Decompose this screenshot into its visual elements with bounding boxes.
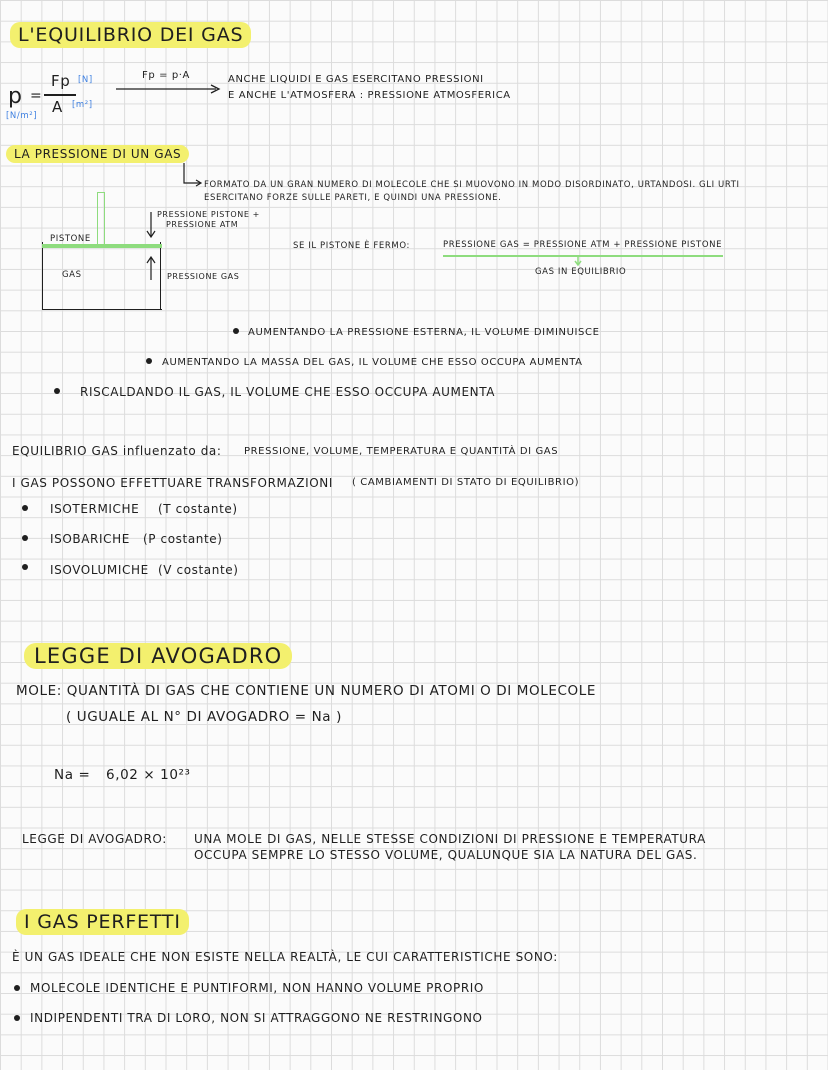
piston-condition: SE IL PISTONE È FERMO: xyxy=(293,241,410,251)
section-title-avogadro: LEGGE DI AVOGADRO xyxy=(24,643,292,669)
corner-arrow-icon xyxy=(180,163,204,187)
transform-note: ( CAMBIAMENTI DI STATO DI EQUILIBRIO) xyxy=(352,477,580,488)
formula-p: p xyxy=(8,84,23,109)
formula-equals: = xyxy=(30,88,43,104)
bullet-dot xyxy=(233,328,239,334)
molecule-text-2: ESERCITANO FORZE SULLE PARETI, E QUINDI UNA PRESSIONE. xyxy=(204,193,502,203)
law-text-1: UNA MOLE DI GAS, NELLE STESSE CONDIZIONI DI PRESSIONE E TEMPERATURA xyxy=(194,832,706,846)
green-down-arrow-icon xyxy=(573,256,583,266)
arrow-label: Fp = p·A xyxy=(142,70,191,81)
equation-underline xyxy=(443,255,723,257)
bullet-heat: RISCALDANDO IL GAS, IL VOLUME CHE ESSO OCCUPA AUMENTA xyxy=(80,385,496,399)
bullet-dot xyxy=(54,388,60,394)
bullet-dot xyxy=(22,564,28,570)
top-force-label-1: PRESSIONE PISTONE + xyxy=(157,210,260,219)
influence-values: PRESSIONE, VOLUME, TEMPERATURA E QUANTITÀ DI GAS xyxy=(244,446,559,457)
pressure-equation: PRESSIONE GAS = PRESSIONE ATM + PRESSIONE PISTONE xyxy=(443,240,723,250)
formula-denominator: A xyxy=(52,98,63,116)
bottom-force-label: PRESSIONE GAS xyxy=(167,272,240,281)
down-arrow-icon xyxy=(146,212,156,238)
transform-label: I GAS POSSONO EFFETTUARE TRANSFORMAZIONI xyxy=(12,476,333,490)
transform-isobariche: ISOBARICHE xyxy=(50,532,130,546)
mole-definition: MOLE: QUANTITÀ DI GAS CHE CONTIENE UN NUMERO DI ATOMI O DI MOLECOLE xyxy=(16,683,596,699)
right-arrow-icon xyxy=(116,84,222,94)
fraction-line xyxy=(44,94,76,96)
gas-label: GAS xyxy=(62,270,82,280)
formula-denominator-unit: [m²] xyxy=(72,100,93,110)
molecule-text-1: FORMATO DA UN GRAN NUMERO DI MOLECOLE CHE SI MUOVONO IN MODO DISORDINATO, URTANDOSI. GLI URTI xyxy=(204,180,740,190)
transform-isobariche-note: (P costante) xyxy=(143,532,223,546)
piston-plate xyxy=(42,244,162,248)
up-arrow-icon xyxy=(146,256,156,280)
law-text-2: OCCUPA SEMPRE LO STESSO VOLUME, QUALUNQUE SIA LA NATURA DEL GAS. xyxy=(194,848,698,862)
bullet-dot xyxy=(14,985,20,991)
na-value: 6,02 × 10²³ xyxy=(106,767,191,783)
formula-p-unit: [N/m²] xyxy=(6,111,38,121)
formula-note-1: ANCHE LIQUIDI E GAS ESERCITANO PRESSIONI xyxy=(228,74,484,85)
transform-isovolumiche-note: (V costante) xyxy=(158,563,239,577)
bullet-dot xyxy=(146,358,152,364)
bullet-pressure: AUMENTANDO LA PRESSIONE ESTERNA, IL VOLUME DIMINUISCE xyxy=(248,327,600,338)
perfect-intro: È UN GAS IDEALE CHE NON ESISTE NELLA REALTÀ, LE CUI CARATTERISTICHE SONO: xyxy=(12,950,558,964)
na-label: Na = xyxy=(54,767,91,783)
formula-note-2: E ANCHE L'ATMOSFERA : PRESSIONE ATMOSFERICA xyxy=(228,90,511,101)
bullet-dot xyxy=(22,505,28,511)
influence-label: EQUILIBRIO GAS influenzato da: xyxy=(12,444,222,458)
mole-definition-2: ( UGUALE AL N° DI AVOGADRO = Na ) xyxy=(66,709,342,725)
piston-label: PISTONE xyxy=(50,234,91,244)
formula-numerator-unit: [N] xyxy=(78,75,93,85)
piston-rod xyxy=(97,192,105,246)
bullet-dot xyxy=(22,535,28,541)
perfect-bullet-1: MOLECOLE IDENTICHE E PUNTIFORMI, NON HANNO VOLUME PROPRIO xyxy=(30,981,484,995)
perfect-bullet-2: INDIPENDENTI TRA DI LORO, NON SI ATTRAGGONO NE RESTRINGONO xyxy=(30,1011,483,1025)
top-force-label-2: PRESSIONE ATM xyxy=(166,220,239,229)
formula-numerator: Fp xyxy=(51,72,71,90)
section-title-equilibrio: L'EQUILIBRIO DEI GAS xyxy=(10,22,251,48)
piston-diagram xyxy=(40,190,170,315)
transform-isotermiche: ISOTERMICHE xyxy=(50,502,140,516)
transform-isovolumiche: ISOVOLUMICHE xyxy=(50,563,149,577)
bullet-dot xyxy=(14,1015,20,1021)
transform-isotermiche-note: (T costante) xyxy=(158,502,238,516)
equilibrium-text: GAS IN EQUILIBRIO xyxy=(535,267,627,277)
section-title-pressione: LA PRESSIONE DI UN GAS xyxy=(6,145,189,163)
bullet-mass: AUMENTANDO LA MASSA DEL GAS, IL VOLUME CHE ESSO OCCUPA AUMENTA xyxy=(162,357,583,368)
section-title-perfetti: I GAS PERFETTI xyxy=(16,909,189,935)
law-label: LEGGE DI AVOGADRO: xyxy=(22,832,167,846)
